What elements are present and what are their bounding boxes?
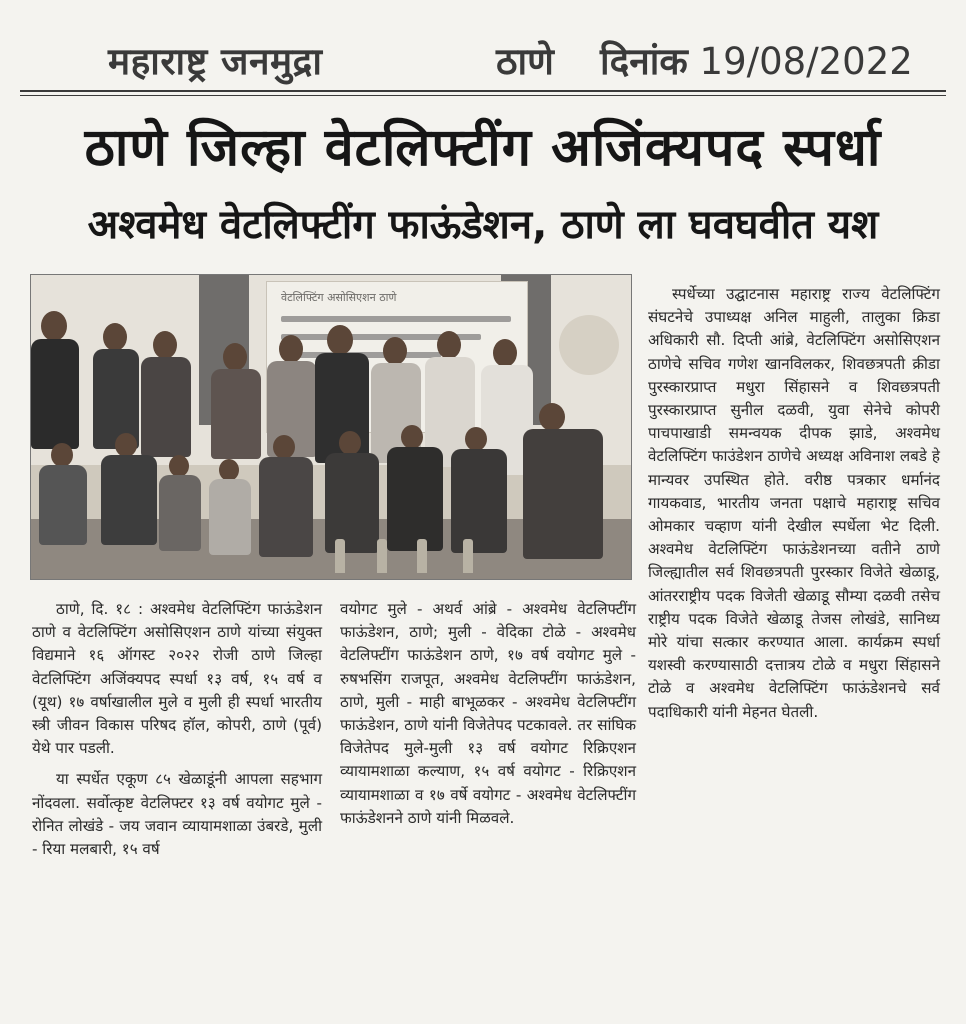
date-label: दिनांक	[600, 40, 688, 83]
edition-city: ठाणे	[496, 40, 554, 83]
masthead-rule	[20, 90, 946, 92]
masthead	[0, 28, 966, 90]
trophy	[335, 539, 345, 573]
publication-date	[600, 34, 913, 85]
trophy	[377, 539, 387, 573]
banner-line	[281, 316, 511, 322]
article-subheadline: अश्वमेध वेटलिफ्टींग फाऊंडेशन, ठाणे ला घवघवीत यश	[87, 202, 879, 248]
newspaper-name: महाराष्ट्र जनमुद्रा	[108, 40, 323, 83]
article-headline: ठाणे जिल्हा वेटलिफ्टींग अजिंक्यपद स्पर्धा	[84, 118, 882, 178]
article-paragraph: वयोगट मुले - अथर्व आंब्रे - अश्वमेध वेटलिफ्टींग फाऊंडेशन, ठाणे; मुली - वेदिका टोळे - अश्वमेध वेटलिफ्टींग फाऊंडेशन ठाणे, १७ वर्ष वयोगट मुले - रुषभसिंग राजपूत, अश्वमेध वेटलिफ्टींग फाऊंडेशन, ठाणे, मुली - माही बाभूळकर - अश्वमेध वेटलिफ्टींग फाऊंडेशन, ठाणे यांनी विजेतेपद पटकावले. तर सांघिक विजेतेपद मुले-मुली १३ वर्ष वयोगट रिक्रिएशन व्यायामशाळा कल्याण, १५ वर्ष वयोगट - रिक्रिएशन व्यायामशाळा व १७ वर्षे वयोगट - अश्वमेध वेटलिफ्टींग फाऊंडेशनने ठाणे यांनी मिळवले.	[340, 600, 636, 827]
event-photo	[30, 274, 632, 580]
article-column-2	[340, 598, 636, 838]
trophy	[417, 539, 427, 573]
article-paragraph: ठाणे, दि. १८ : अश्वमेध वेटलिफ्टिंग फाऊंडेशन ठाणे व वेटलिफ्टिंग असोसिएशन ठाणे यांच्या संयुक्त विद्यमाने १६ ऑगस्ट २०२२ रोजी ठाणे जिल्हा वेटलिफ्टिंग अजिंक्यपद स्पर्धा १३ वर्ष, १५ वर्ष व (यूथ) १७ वर्षाखालील मुले व मुली ही स्पर्धा भारतीय स्त्री जीवन विकास परिषद हॉल, कोपरी, ठाणे (पूर्व) येथे पार पडली.	[32, 600, 322, 758]
photo-flowers	[559, 315, 619, 375]
article-paragraph: या स्पर्धेत एकूण ८५ खेळाडूंनी आपला सहभाग नोंदवला. सर्वोत्कृष्ट वेटलिफ्टर १३ वर्ष वयोगट मुले - रोनित लोखंडे - जय जवान व्यायामशाळा उंबरडे, मुली - रिया मलबारी, १५ वर्ष	[32, 770, 322, 859]
article-paragraph: स्पर्धेच्या उद्घाटनास महाराष्ट्र राज्य वेटलिफ्टिंग संघटनेचे उपाध्यक्ष अनिल माहुली, तालुका क्रिडा अधिकारी सौ. दिप्ती आंब्रे, वेटलिफ्टिंग असोसिएशन ठाणेचे सचिव गणेश खानविलकर, शिवछत्रपती क्रीडा पुरस्कारप्राप्त मधुरा सिंहासने व शिवछत्रपती पुरस्कारप्राप्त सुनील दळवी, युवा सेनेचे कोपरी पाचपाखाडी समन्वयक दीपक झाडे, अश्वमेध वेटलिफ्टिंग फाउंडेशन ठाणेचे अध्यक्ष अविनाश लबडे हे मान्यवर उपस्थित होते. वरीष्ठ पत्रकार धर्मानंद गायकवाड, भारतीय जनता पक्षाचे महाराष्ट्र सचिव ओमकार चव्हाण यांनी देखील स्पर्धेला भेट दिली. अश्वमेध वेटलिफ्टिंग फाऊंडेशनच्या वतीने ठाणे जिल्ह्यातील सर्व शिवछत्रपती पुरस्कार विजेते खेळाडू, आंतरराष्ट्रीय पदक विजेती खेळाडू सौम्या दळवी तसेच राष्ट्रीय पदक विजेते खेळाडू तेजस लोखंडे, सानिध्य मोरे यांचा सत्कार करण्यात आला. कार्यक्रम स्पर्धा यशस्वी करण्यासाठी दत्तात्रय टोळे व मधुरा सिंहासने टोळे व अश्वमेध वेटलिफ्टिंग फाऊंडेशनचे सर्व पदाधिकारी यांनी मेहनत घेतली.	[648, 285, 940, 721]
article-column-3	[648, 283, 940, 732]
photo-banner-text: वेटलिफ्टिंग असोसिएशन ठाणे	[281, 291, 397, 304]
article-column-1	[32, 598, 322, 869]
masthead-rule-thin	[20, 95, 946, 96]
trophy	[463, 539, 473, 573]
date-value: 19/08/2022	[699, 40, 913, 83]
